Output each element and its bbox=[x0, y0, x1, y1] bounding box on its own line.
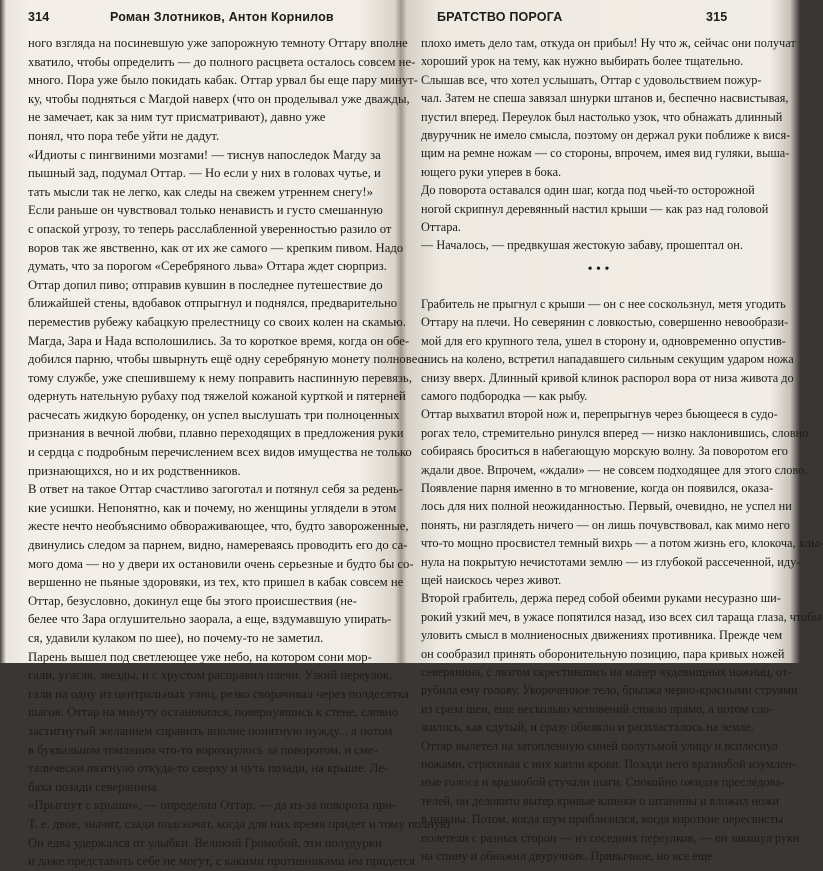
text-line: Оттар вылетел на затопленную синей полутьмой улицу и всплеснул bbox=[421, 738, 778, 753]
text-line: и даже представить себе не могут, с какими противниками им придется bbox=[28, 854, 416, 869]
section-separator: • • • bbox=[587, 261, 610, 277]
right-page-text bbox=[421, 34, 823, 865]
text-line: пышный зад, подумал Оттар. — Но если у них в головах чутье, и bbox=[28, 166, 381, 181]
text-line: воров так же явственно, как от их же самого — крепким пивом. Надо bbox=[28, 240, 404, 255]
text-line: — Началось, — предвкушая жестокую забаву, прошептал он. bbox=[421, 238, 743, 253]
text-line: не замечает, как за ним тут присматривают), давно уже bbox=[28, 110, 326, 125]
text-line: признающихся, но и их родственников. bbox=[28, 463, 241, 478]
text-line: хватило, чтобы определить — до полного расцвета осталось совсем не- bbox=[28, 54, 416, 69]
text-line: мого дома — но у двери их остановили очень серьезные и будто бы со- bbox=[28, 556, 414, 571]
text-line: телей, он деловито вытер кривые клинки о штанины и вложил ножи bbox=[421, 793, 779, 808]
text-line: добился парню, чтобы швырнуть ещё одну серебряную монету полновес- bbox=[28, 352, 428, 367]
text-line: тому службе, уже спешившему к нему поправить наспинную перевязь, bbox=[28, 370, 412, 385]
text-line: снизу вверх. Длинный кривой клинок распорол вора от низа живота до bbox=[421, 370, 794, 385]
text-line: чал. Затем не спеша завязал шнурки штанов и, беспечно насвистывая, bbox=[421, 91, 789, 106]
text-line: ку, чтобы подняться с Магдой наверх (что он проделывал уже дважды, bbox=[28, 91, 410, 106]
text-line: хороший урок на тему, как нужно выбирать более тщательно. bbox=[421, 54, 744, 69]
text-line: двинулись следом за парнем, видно, намереваясь проводить его до са- bbox=[28, 538, 408, 553]
text-line: рубила ему голову. Укороченное тело, брызжа черно-красными струями bbox=[421, 683, 798, 698]
text-line: Появление парня именно в то мгновение, когда он появился, оказа- bbox=[421, 480, 774, 495]
text-line: В ответ на такое Оттар счастливо загоготал и потянул себя за редень- bbox=[28, 482, 403, 497]
text-line: думать, что за порогом «Серебряного льва» Оттара ждет сюрприз. bbox=[28, 259, 387, 274]
text-line: ногой скрипнул деревянный настил крыши — как раз над головой bbox=[421, 201, 769, 216]
text-line: «Идиоты с пингвиними мозгами! — тиснув напоследок Магду за bbox=[28, 147, 381, 162]
text-line: переместив рубежу кабацкую прелестницу со своих колен на скамью. bbox=[28, 314, 406, 329]
text-line: плохо иметь дело там, откуда он прибыл! Ну что ж, сейчас они получат bbox=[421, 36, 796, 50]
text-line: баха позади северянина. bbox=[28, 779, 160, 794]
text-line: кие усишки. Непонятно, как и почему, но женщины углядели в этом bbox=[28, 500, 397, 515]
text-line: признания в вечной любви, плавно переходящих в предложения руки bbox=[28, 426, 404, 441]
text-line: Парень вышел под светлеющее уже небо, на котором сони мор- bbox=[28, 649, 372, 664]
text-line: Т. е. двое, значит, сзади подскочат, когда для них время придет и тому полную bbox=[28, 816, 450, 831]
text-line: собираясь броситься в набегающую морскую волну. За поворотом его bbox=[421, 444, 788, 459]
text-line: Грабитель не прыгнул с крыши — он с нее соскользнул, метя угодить bbox=[421, 296, 786, 311]
text-line: ся, удавили кулаком по шее), но почему-то не заметил. bbox=[28, 631, 324, 645]
running-head-right: БРАТСТВО ПОРОГА bbox=[437, 10, 563, 24]
text-line: с опаской угрозу, то теперь расслабленной уверенностью разило от bbox=[28, 221, 392, 236]
text-line: ющего руки уперев в бока. bbox=[421, 164, 562, 179]
text-line: лось для них полной неожиданностью. Первый, очевидно, не успел ни bbox=[421, 499, 792, 514]
text-line: полетели с разных сторон — из соседних переулков, — он закинул руки bbox=[421, 830, 800, 845]
page-number-left: 314 bbox=[28, 10, 50, 24]
text-line: шись на колено, встретил нападавшего сильным секущим ударом ножа bbox=[421, 352, 794, 367]
text-line: Второй грабитель, держа перед собой обеими руками несуразно ши- bbox=[421, 591, 781, 606]
text-line: Слышав все, что хотел услышать, Оттар с удовольствием пожур- bbox=[421, 72, 762, 87]
text-line: Оттар выхватил второй нож и, перепрыгнув через бьющееся в судо- bbox=[421, 407, 778, 422]
text-line: северянина, с лязгом скрестившись на манер чудовищных ножниц, от- bbox=[421, 665, 792, 679]
text-line: рогах тело, стремительно ринулся вперед — низко наклонившись, словно bbox=[421, 425, 809, 440]
text-line: и сердца с подробным перечислением всех видов имущества не только bbox=[28, 445, 412, 460]
text-line: он сообразил принять оборонительную позицию, пара кривых ножей bbox=[421, 646, 785, 661]
text-line: шагов. Оттар на минуту остановился, повернувшись к стене, словно bbox=[28, 705, 399, 720]
text-line: Оттару на плечи. Но северянин с ловкостью, совершенно невообрази- bbox=[421, 315, 789, 330]
text-line: ближайшей стены, вдобавок отпрыгнул и поднялся, предварительно bbox=[28, 296, 398, 311]
text-line: белее что Зара оглушительно заорала, а еще, вздумавшую упирать- bbox=[28, 612, 392, 627]
text-line: Оттар, безусловно, докинул еще бы этого происшествия (не- bbox=[28, 593, 357, 608]
text-line: Он едва удержался от улыбки. Великий Громобой, эти полудурки bbox=[28, 835, 382, 850]
text-line: пустил вперед. Переулок был настолько узок, что обнажать длинный bbox=[421, 109, 783, 124]
text-line: нула на покрытую нечистотами землю — из глубокой рассеченной, иду- bbox=[421, 554, 801, 569]
right-page bbox=[401, 0, 823, 864]
text-line: Оттар допил пиво; отправив кувшин в последнее путешествие до bbox=[28, 277, 383, 292]
text-line: двуручник не имело смысла, поэтому он держал руки поближе к вися- bbox=[421, 128, 791, 143]
running-head-left: Роман Злотников, Антон Корнилов bbox=[110, 10, 334, 24]
text-line: гали, угасая, звезды, и с хрустом расправил плечи. Узкий переулок, bbox=[28, 668, 393, 683]
text-line: расчесать жидкую бороденку, он успел выслушать три полноценных bbox=[28, 407, 400, 422]
text-line: вершенно не пьяные здоровяки, из тех, кто пришел в кабак совсем не bbox=[28, 575, 404, 590]
text-line: Если раньше он чувствовал только ненависть и густо смешанную bbox=[28, 203, 383, 218]
text-line: жесте нечто необъяснимо обвораживающее, что, будто завороженные, bbox=[28, 519, 409, 534]
text-line: уловить смысл в молниеносных движениях противника. Прежде чем bbox=[421, 628, 783, 643]
text-line: ного взгляда на посиневшую уже запорожную темноту Оттару вполне bbox=[28, 36, 408, 50]
text-line: До поворота оставался один шаг, когда под чьей-то осторожной bbox=[421, 183, 755, 198]
text-line: гали на одну из центральных улиц, резко сворачивал через полдесятка bbox=[28, 686, 409, 701]
text-line: в буквальном томлении что-то ворохнулось за поворотом, и сме- bbox=[28, 742, 378, 757]
text-line: на спину и обнажил двуручник. Привычное, но все еще bbox=[421, 849, 713, 864]
text-line: талически лязгнуло откуда-то сверху и чуть позади, на крыше. Ле- bbox=[28, 761, 389, 776]
text-line: из среза шеи, еще несколько мгновений стояло прямо, а потом сло- bbox=[421, 701, 774, 716]
text-line: ные голоса и вразнобой стучали шаги. Спокойно ожидая преследова- bbox=[421, 775, 785, 790]
text-line: ножами, стряхивая с них капли крови. Позади него вразнобой изумлен- bbox=[421, 757, 796, 772]
text-line: самого подбородка — как рыбу. bbox=[421, 388, 588, 403]
text-line: жилось, как сдутый, и сразу обмякло и распласталось на земле. bbox=[421, 720, 755, 735]
text-line: что-то мощно просвистел темный вихрь — а потом жизнь его, клокоча, хлы- bbox=[421, 536, 823, 551]
text-line: щим на ремне ножам — со стороны, впрочем, имея вид гуляки, выша- bbox=[421, 146, 790, 161]
left-page-text bbox=[28, 34, 450, 871]
text-line: рокий узкий меч, в ужасе попятился назад, изо всех сил тараща глаза, чтобы bbox=[421, 609, 822, 624]
text-line: в ножны. Потом, когда шум приблизился, когда короткие пересвисты bbox=[421, 812, 784, 827]
text-line: щей наискось через живот. bbox=[421, 572, 562, 587]
text-line: Оттара. bbox=[421, 220, 461, 235]
page-number-right: 315 bbox=[706, 10, 728, 24]
text-line: ждали двое. Впрочем, «ждали» — не совсем подходящее для этого слово. bbox=[421, 462, 808, 477]
spacer bbox=[421, 285, 776, 295]
text-line: понял, что пора тебе уйти не дадут. bbox=[28, 128, 220, 143]
text-line: одернуть нательную рубаху под тяжелой кожаной курткой и пятерней bbox=[28, 389, 406, 404]
text-line: мой для его крупного тела, ушел в сторону и, одновременно опустив- bbox=[421, 333, 786, 348]
text-line: застигнутый желанием справить вполне понятную нужду... а потом bbox=[28, 723, 393, 738]
text-line: тать мысли так не легко, как следы на свежем утреннем снегу!» bbox=[28, 184, 373, 199]
text-line: понять, ни разглядеть ничего — он лишь почувствовал, как мимо него bbox=[421, 517, 790, 532]
text-line: Магда, Зара и Нада всполошились. За то короткое время, когда он обе- bbox=[28, 333, 410, 348]
text-line: много. Пора уже было покидать кабак. Оттар урвал бы еще пару минут- bbox=[28, 73, 418, 88]
text-line: «Прыгнут с крыши», — определил Оттар, — да из-за поворота при- bbox=[28, 798, 397, 813]
